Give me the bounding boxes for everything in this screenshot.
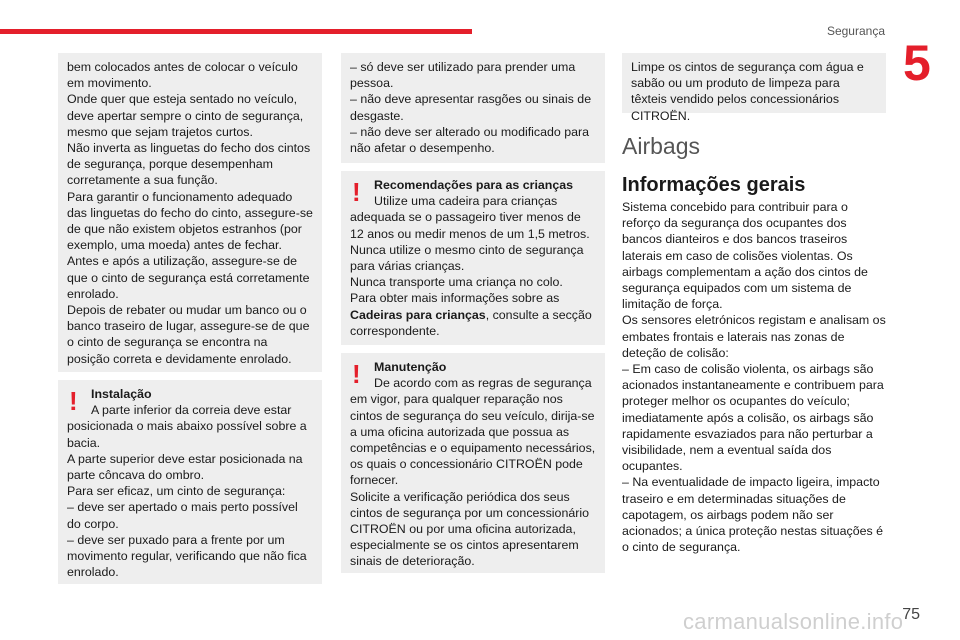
belt-rules-text: – só deve ser utilizado para prender uma pessoa. – não deve apresentar rasgões ou sinais de desgaste. – não deve ser alterado ou modificado para não afetar o desempenho. [350, 60, 592, 156]
warning-box-children [341, 171, 605, 345]
airbags-body [622, 199, 888, 555]
warning-box-maintenance [341, 353, 605, 573]
belt-usage-text: bem colocados antes de colocar o veículo em movimento. Onde quer que esteja sentado no veículo, deve apertar sempre o cinto de segurança, mesmo que sejam trajetos curtos. Não inverta as linguetas do fecho dos cintos de segurança, porque desempenham corretamente a sua função. Para garantir o funcionamento adequado das linguetas do fecho do cinto, assegure-se de que não existem objetos estranhos (por exemplo, uma moeda) antes de fechar. Antes e após a utilização, assegure-se de que o cinto de segurança está corretamente enrolado. Depois de rebater ou mudar um banco ou o banco traseiro de lugar, assegure-se de que o cinto de segurança se encontra na posição correta e devidamente enrolado. [67, 60, 313, 366]
installation-text: A parte inferior da correia deve estar posicionada o mais abaixo possível sobre a bacia. A parte superior deve estar posicionada na parte côncava do ombro. Para ser eficaz, um cinto de segurança: – deve ser apertado o mais perto possível do corpo. – deve ser puxado para a frente por um movimento regular, verificando que não fica enrolado. [67, 403, 307, 580]
cleaning-text: Limpe os cintos de segurança com água e sabão ou um produto de limpeza para têxteis vendido pelos concessionários CITROËN. [631, 60, 864, 123]
warning-icon: ! [69, 386, 78, 416]
child-seats-reference: Cadeiras para crianças [350, 307, 486, 322]
page-number: 75 [902, 606, 920, 623]
general-info-heading: Informações gerais [622, 174, 806, 196]
info-box-belt-usage [58, 53, 322, 372]
watermark: carmanualsonline.info [683, 609, 904, 634]
children-tail: , consulte a secção correspondente. [350, 307, 592, 338]
maintenance-text: De acordo com as regras de segurança em vigor, para qualquer reparação nos cintos de segurança do seu veículo, dirija-se a uma oficina autorizada que possua as competências e o equipamento necessários, os quais o concessionário CITROËN pode fornecer. Solicite a verificação periódica dos seus cintos de segurança por um concessionário CITROËN ou por uma oficina autorizada, especialmente se os cintos apresentarem sinais de deterioração. [350, 376, 596, 569]
header-accent-bar [0, 29, 472, 34]
children-text [350, 193, 596, 339]
installation-title: Instalação [91, 387, 152, 401]
warning-box-installation [58, 380, 322, 584]
children-body: Utilize uma cadeira para crianças adequada se o passageiro tiver menos de 12 anos ou medir menos de um 1,5 metros. Nunca utilize o mesmo cinto de segurança para várias crianças. Nunca transporte uma criança no colo. Para obter mais informações sobre as [350, 194, 590, 306]
airbags-text: Sistema concebido para contribuir para o reforço da segurança dos ocupantes dos bancos dianteiros e dos bancos traseiros laterais em caso de colisões violentas. Os airbags complementam a ação dos cintos de segurança equipados com um sistema de limitação de força. Os sensores eletrónicos registam e analisam os embates frontais e laterais nas zonas de deteção de colisão: – Em caso de colisão violenta, os airbags são acionados instantaneamente e contribuem para proteger melhor os ocupantes do veículo; imediatamente após a colisão, os airbags são rapidamente esvaziados para não perturbar a visibilidade, nem a eventual saída dos ocupantes. – Na eventualidade de impacto ligeira, impacto traseiro e em determinadas situações de capotagem, os airbags podem não ser acionados; a única proteção nestas situações é o cinto de segurança. [622, 200, 886, 555]
section-title: Segurança [826, 24, 885, 38]
info-box-belt-rules [341, 53, 605, 163]
info-box-cleaning [622, 53, 886, 123]
warning-icon: ! [352, 177, 361, 207]
maintenance-title: Manutenção [374, 360, 447, 374]
warning-icon: ! [352, 359, 361, 389]
chapter-number: 5 [903, 35, 931, 91]
airbags-heading: Airbags [622, 133, 700, 159]
children-title: Recomendações para as crianças [374, 178, 574, 192]
